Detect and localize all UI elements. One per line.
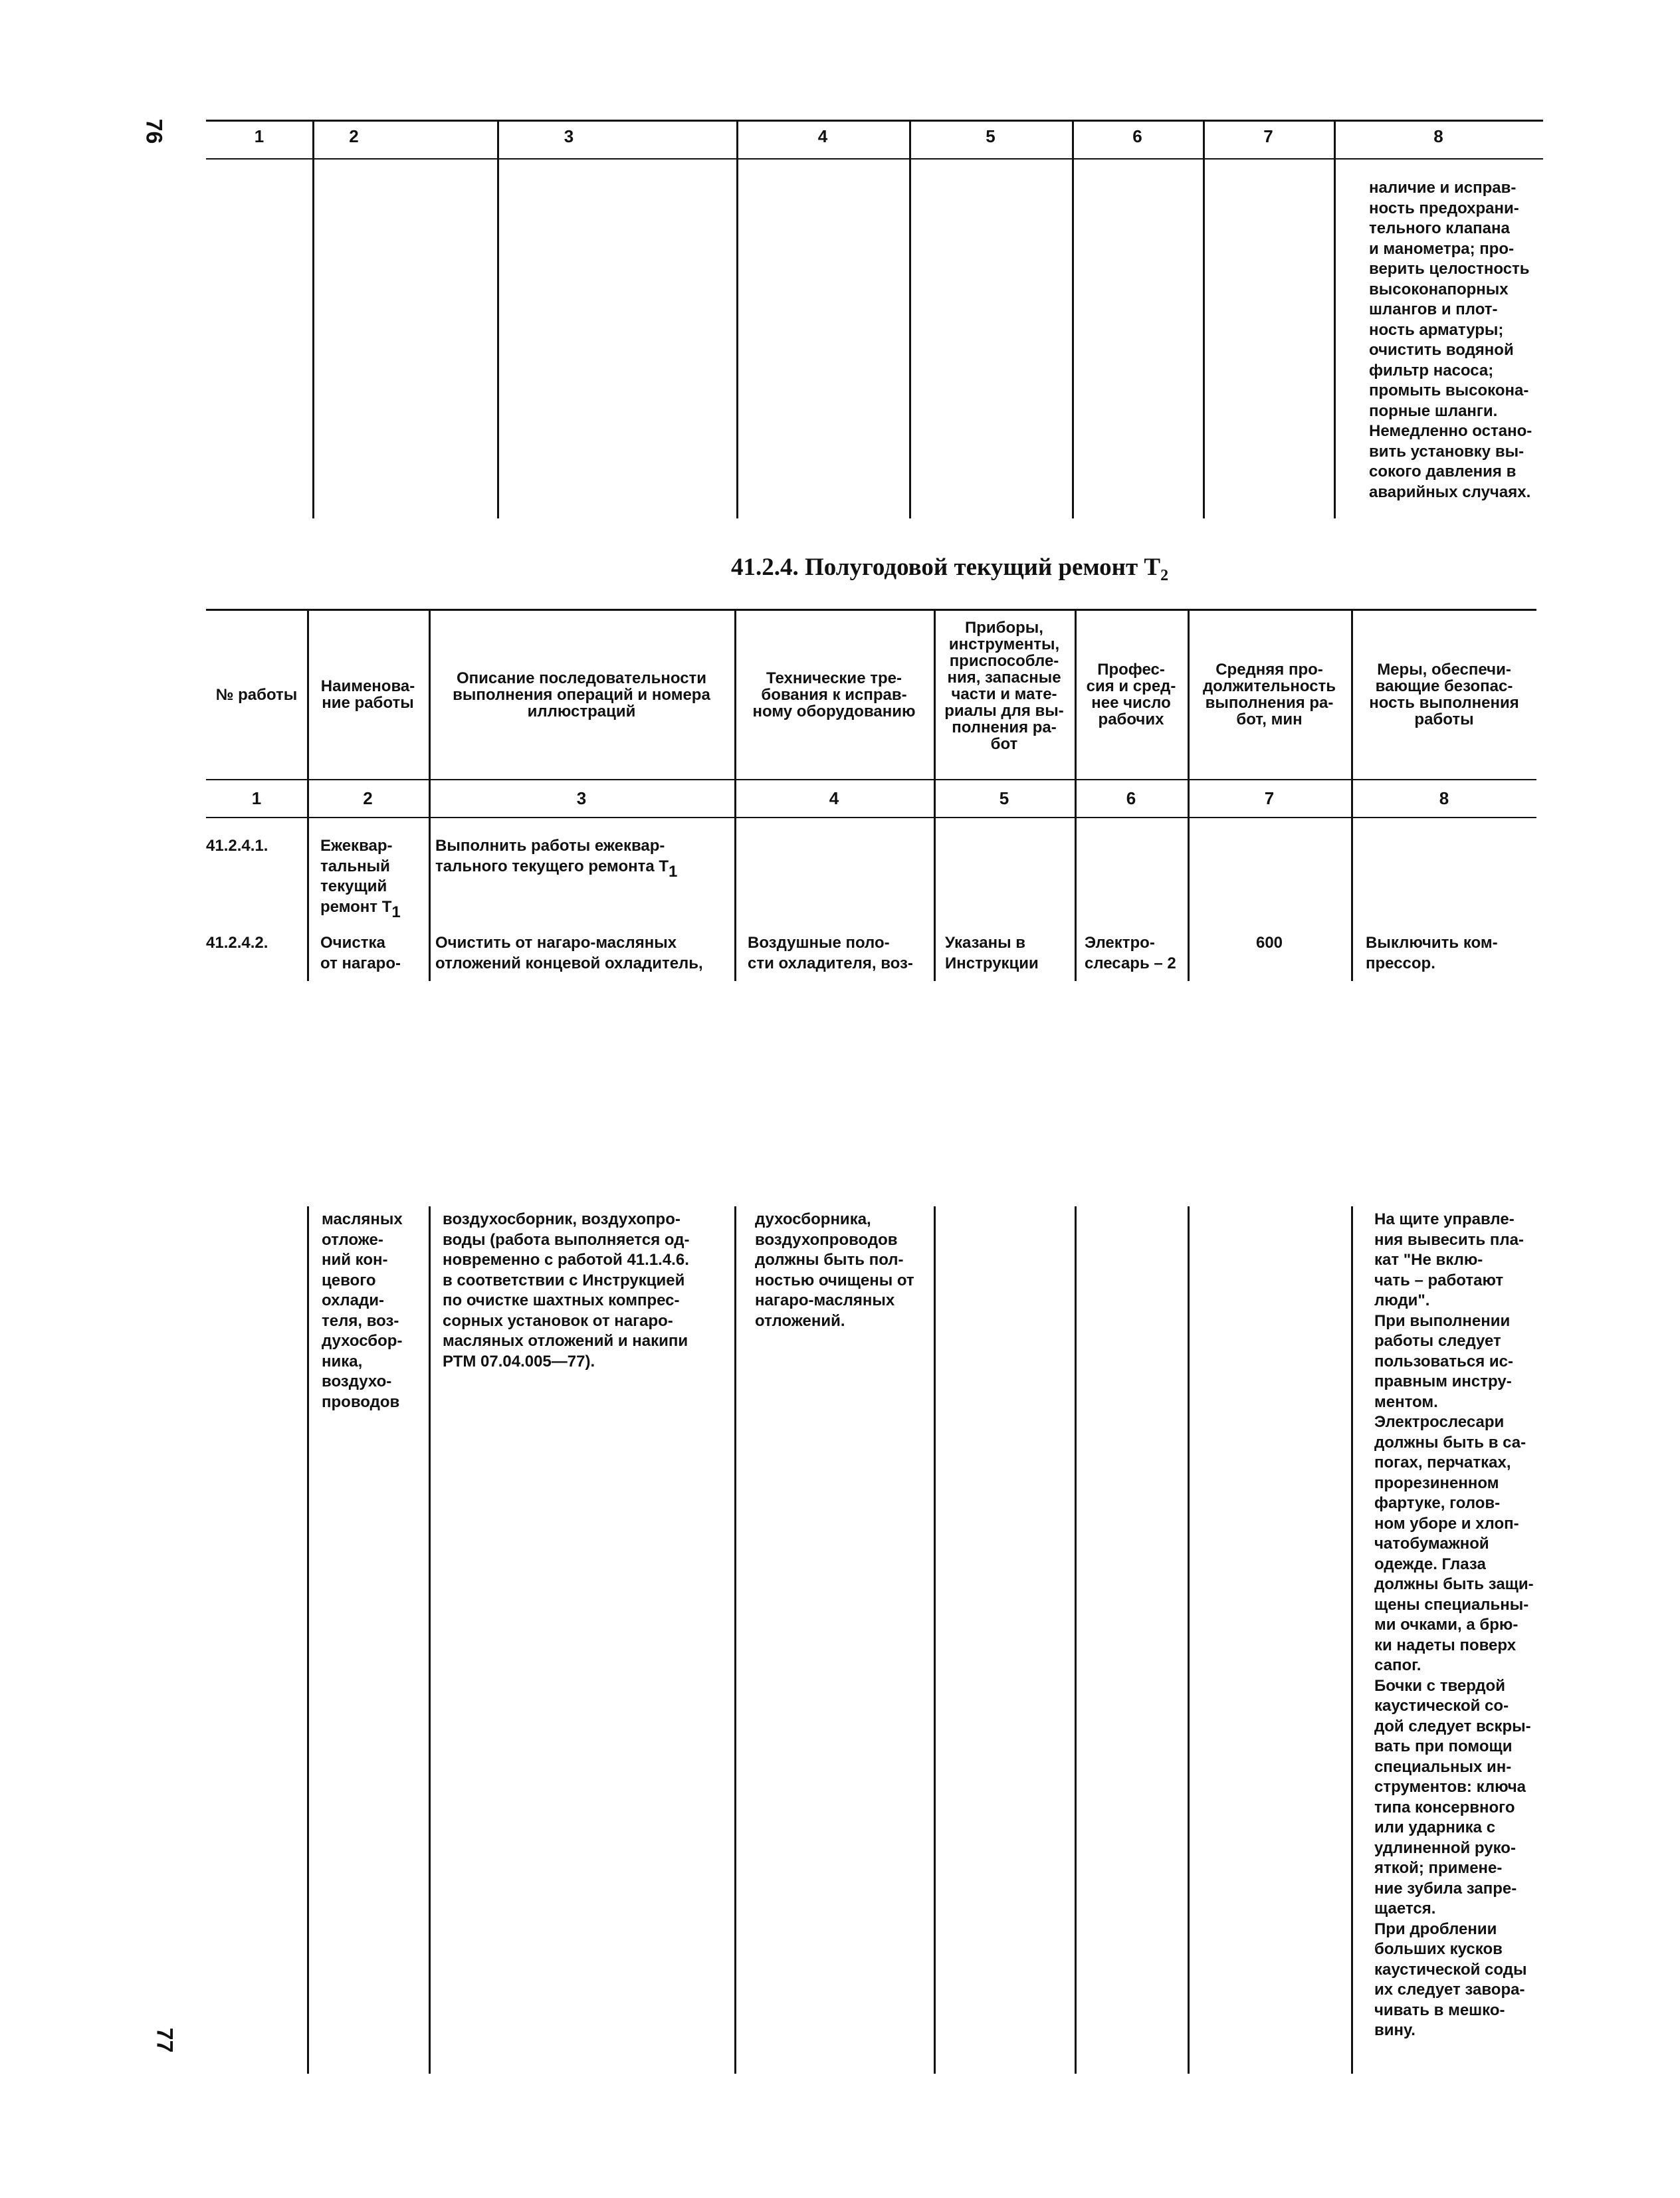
row-number: 41.2.4.1. <box>206 837 268 855</box>
col-number: 3 <box>576 788 587 808</box>
col-number: 8 <box>1439 788 1449 808</box>
row-description: Выполнить работы ежеквар- тального текущего ремонта $Т_1$ <box>435 837 678 881</box>
title-subscript: 2 <box>1160 567 1169 584</box>
row-safety: Выключить ком- прессор. <box>1366 934 1498 972</box>
row-number: 41.2.4.2. <box>206 934 268 952</box>
header-requirements: Технические тре- бования к исправ- ному оборудованию <box>752 669 916 720</box>
row-profession: Электро- слесарь – 2 <box>1085 934 1176 972</box>
header-profession: Профес- сия и сред- нее число рабочих <box>1086 661 1176 728</box>
row-name: Ежеквар- тальный текущий ремонт $Т_1$ <box>320 837 401 921</box>
col-number: 5 <box>999 788 1009 808</box>
continuation-name: масляных отложе- ний кон- цевого охлади- теля, воз- духосбор- ника, воздухо- проводов <box>322 1210 403 1411</box>
row-requirements: Воздушные поло- сти охладителя, воз- <box>748 934 913 972</box>
row-description: Очистить от нагаро-масляных отложений концевой охладитель, <box>435 934 703 972</box>
continuation-description: воздухосборник, воздухопро- воды (работа выполняется од- новременно с работой 41.1.4.6. в соответствии с Инструкцией по очистке шахтных компрес- сорных установок от нагаро- масляных отложений и накипи РТМ 07.04.005—77). <box>443 1210 690 1371</box>
top-col-number: 6 <box>1132 126 1142 146</box>
top-col-number: 7 <box>1263 126 1273 146</box>
continuation-safety: На щите управле- ния вывесить пла- кат "Не вклю- чать – работают люди". При выполнении работы следует пользоваться ис- правным инстру- ментом. Электрослесари должны быть в са- погах, перчатках, прорезиненном фартуке, голов- ном уборе и хлоп- чатобумажной одежде. Глаза должны быть защи- щены специальны- ми очками, а брю- ки надеты поверх сапог. Бочки с твердой каустической со- дой следует вскры- вать при помощи специальных ин- струментов: ключа типа консервного или ударника с удлиненной руко- яткой; примене- ние зубила запре- щается. При дроблении больших кусков каустической соды их следует завора- чивать в мешко- вину. <box>1374 1210 1534 2039</box>
col-number: 6 <box>1126 788 1136 808</box>
top-col-number: 8 <box>1433 126 1443 146</box>
top-col-number: 4 <box>817 126 828 146</box>
row-tools: Указаны в Инструкции <box>945 934 1039 972</box>
header-duration: Средняя про- должительность выполнения ра- бот, мин <box>1202 661 1336 728</box>
row-name-subscript: 1 <box>391 903 401 921</box>
top-col8-text: наличие и исправ- ность предохрани- тельного клапана и манометра; про- верить целостность высоконапорных шлангов и плот- ность арматуры; очистить водяной фильтр насоса; промыть высокона- порные шланги. Немедленно остано- вить установку вы- сокого давления в аварийных случаях. <box>1369 179 1532 501</box>
page-number-bottom: 77 <box>152 2027 177 2053</box>
header-job-number: № работы <box>215 686 298 704</box>
page-number-top: 76 <box>141 118 167 144</box>
col-number: 4 <box>829 788 839 808</box>
col-number: 7 <box>1264 788 1275 808</box>
section-title: 41.2.4. Полугодовой текущий ремонт $Т_2$ <box>731 554 1169 584</box>
row-duration: 600 <box>1255 934 1283 952</box>
header-tools: Приборы, инструменты, приспособле- ния, запасные части и мате- риалы для вы- полнения ра- бот <box>944 619 1064 753</box>
col-number: 1 <box>251 788 262 808</box>
top-col-number: 2 <box>349 126 359 146</box>
header-safety: Меры, обеспечи- вающие безопас- ность выполнения работы <box>1369 661 1519 728</box>
top-col-number: 5 <box>986 126 996 146</box>
top-col-number: 1 <box>254 126 264 146</box>
row-name: Очистка от нагаро- <box>320 934 401 972</box>
top-col-number: 3 <box>564 126 574 146</box>
header-description: Описание последовательности выполнения операций и номера иллюстраций <box>453 669 710 720</box>
col-number: 2 <box>363 788 373 808</box>
continuation-requirements: духосборника, воздухопроводов должны быть пол- ностью очищены от нагаро-масляных отложений. <box>755 1210 914 1330</box>
header-job-name: Наименова- ние работы <box>320 677 415 712</box>
row-description-subscript: 1 <box>669 862 678 881</box>
